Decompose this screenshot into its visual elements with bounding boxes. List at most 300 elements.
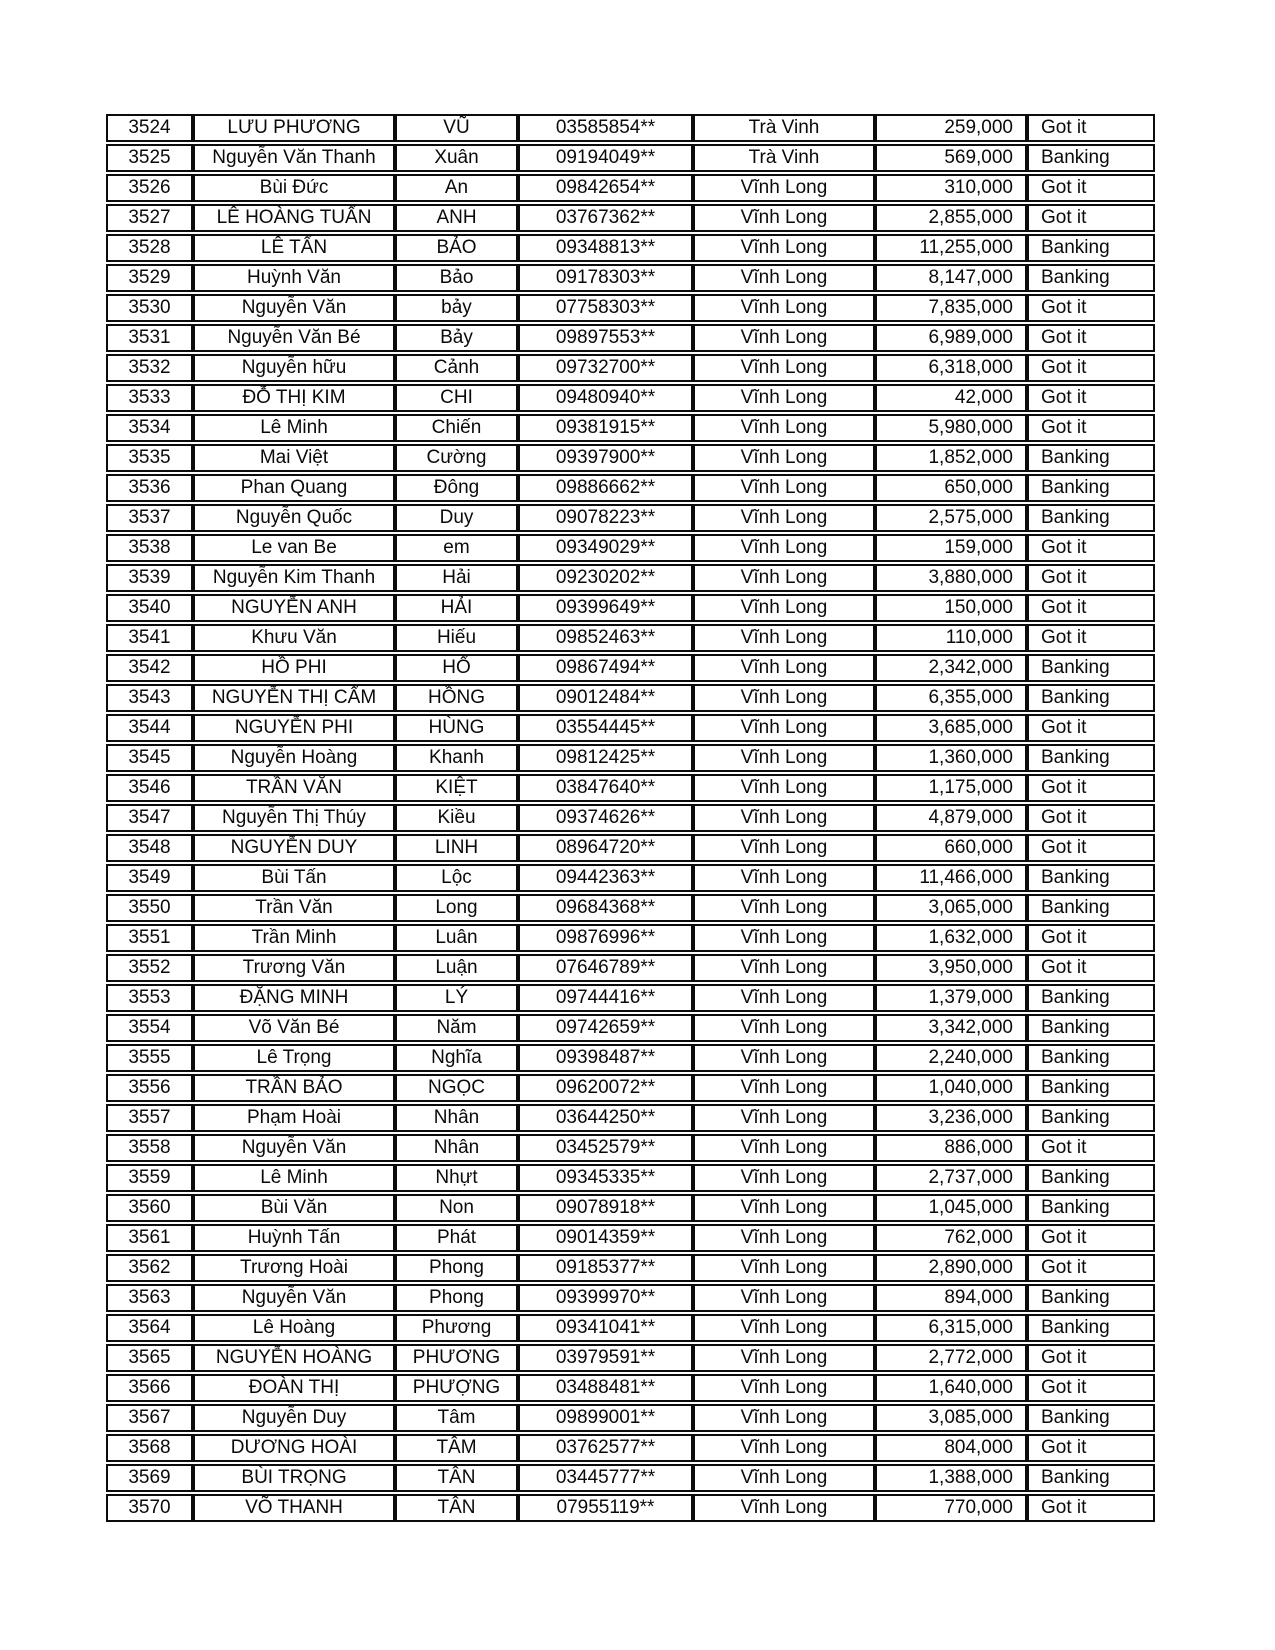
- cell-amount: 660,000: [875, 834, 1027, 862]
- cell-amount: 1,379,000: [875, 984, 1027, 1012]
- cell-amount: 8,147,000: [875, 264, 1027, 292]
- cell-first-name: LINH: [395, 834, 518, 862]
- table-row: [106, 384, 1155, 412]
- cell-id: 3539: [106, 564, 193, 592]
- cell-id: 3554: [106, 1014, 193, 1042]
- table-row: [106, 954, 1155, 982]
- cell-amount: 1,045,000: [875, 1194, 1027, 1222]
- table-row: [106, 1194, 1155, 1222]
- cell-id: 3535: [106, 444, 193, 472]
- cell-status: Got it: [1027, 1254, 1155, 1282]
- cell-province: Vĩnh Long: [693, 1164, 875, 1192]
- cell-phone: 07955119**: [518, 1494, 693, 1522]
- cell-name: ĐẶNG MINH: [193, 984, 395, 1012]
- cell-province: Vĩnh Long: [693, 864, 875, 892]
- cell-name: Nguyễn Kim Thanh: [193, 564, 395, 592]
- cell-phone: 09744416**: [518, 984, 693, 1012]
- cell-name: Bùi Tấn: [193, 864, 395, 892]
- cell-amount: 3,236,000: [875, 1104, 1027, 1132]
- table-row: [106, 624, 1155, 652]
- cell-province: Vĩnh Long: [693, 1044, 875, 1072]
- cell-name: NGUYỄN THỊ CẨM: [193, 684, 395, 712]
- cell-province: Vĩnh Long: [693, 1404, 875, 1432]
- cell-first-name: Hiếu: [395, 624, 518, 652]
- cell-province: Vĩnh Long: [693, 984, 875, 1012]
- cell-province: Vĩnh Long: [693, 1194, 875, 1222]
- table-row: [106, 1434, 1155, 1462]
- cell-phone: 09178303**: [518, 264, 693, 292]
- cell-province: Vĩnh Long: [693, 1314, 875, 1342]
- cell-province: Vĩnh Long: [693, 1254, 875, 1282]
- cell-province: Vĩnh Long: [693, 534, 875, 562]
- cell-amount: 3,342,000: [875, 1014, 1027, 1042]
- table-row: [106, 1074, 1155, 1102]
- cell-phone: 09374626**: [518, 804, 693, 832]
- cell-name: Nguyễn Văn Thanh: [193, 144, 395, 172]
- cell-phone: 09732700**: [518, 354, 693, 382]
- cell-status: Got it: [1027, 714, 1155, 742]
- cell-status: Got it: [1027, 564, 1155, 592]
- cell-name: Huỳnh Tấn: [193, 1224, 395, 1252]
- cell-province: Vĩnh Long: [693, 924, 875, 952]
- table-row: [106, 534, 1155, 562]
- cell-first-name: TÂM: [395, 1434, 518, 1462]
- cell-amount: 3,880,000: [875, 564, 1027, 592]
- cell-first-name: Cường: [395, 444, 518, 472]
- table-row: [106, 714, 1155, 742]
- cell-name: Võ Văn Bé: [193, 1014, 395, 1042]
- cell-status: Got it: [1027, 774, 1155, 802]
- cell-province: Trà Vinh: [693, 114, 875, 142]
- cell-id: 3560: [106, 1194, 193, 1222]
- table-row: [106, 1104, 1155, 1132]
- cell-status: Banking: [1027, 474, 1155, 502]
- cell-phone: 03767362**: [518, 204, 693, 232]
- cell-status: Got it: [1027, 1434, 1155, 1462]
- cell-province: Vĩnh Long: [693, 1104, 875, 1132]
- cell-status: Got it: [1027, 954, 1155, 982]
- cell-phone: 09876996**: [518, 924, 693, 952]
- cell-name: LÊ HOÀNG TUẤN: [193, 204, 395, 232]
- table-row: [106, 1014, 1155, 1042]
- table-row: [106, 324, 1155, 352]
- table-row: [106, 594, 1155, 622]
- cell-amount: 11,255,000: [875, 234, 1027, 262]
- cell-id: 3564: [106, 1314, 193, 1342]
- table-row: [106, 864, 1155, 892]
- cell-id: 3561: [106, 1224, 193, 1252]
- cell-amount: 7,835,000: [875, 294, 1027, 322]
- cell-status: Got it: [1027, 384, 1155, 412]
- cell-phone: 09341041**: [518, 1314, 693, 1342]
- cell-name: Nguyễn Thị Thúy: [193, 804, 395, 832]
- cell-first-name: An: [395, 174, 518, 202]
- table-row: [106, 654, 1155, 682]
- cell-province: Vĩnh Long: [693, 954, 875, 982]
- table-row: [106, 684, 1155, 712]
- cell-province: Vĩnh Long: [693, 414, 875, 442]
- cell-amount: 6,355,000: [875, 684, 1027, 712]
- cell-first-name: Phương: [395, 1314, 518, 1342]
- cell-name: Huỳnh Văn: [193, 264, 395, 292]
- cell-province: Vĩnh Long: [693, 204, 875, 232]
- cell-phone: 09480940**: [518, 384, 693, 412]
- cell-province: Vĩnh Long: [693, 774, 875, 802]
- cell-id: 3545: [106, 744, 193, 772]
- cell-province: Vĩnh Long: [693, 234, 875, 262]
- cell-status: Banking: [1027, 684, 1155, 712]
- cell-province: Vĩnh Long: [693, 684, 875, 712]
- table-row: [106, 1344, 1155, 1372]
- cell-status: Banking: [1027, 984, 1155, 1012]
- cell-amount: 6,318,000: [875, 354, 1027, 382]
- cell-amount: 259,000: [875, 114, 1027, 142]
- cell-name: Lê Minh: [193, 414, 395, 442]
- cell-amount: 1,632,000: [875, 924, 1027, 952]
- cell-first-name: Nhân: [395, 1134, 518, 1162]
- cell-first-name: Lộc: [395, 864, 518, 892]
- cell-province: Vĩnh Long: [693, 654, 875, 682]
- table-row: [106, 1164, 1155, 1192]
- cell-amount: 2,855,000: [875, 204, 1027, 232]
- table-row: [106, 264, 1155, 292]
- cell-phone: 03762577**: [518, 1434, 693, 1462]
- cell-phone: 03554445**: [518, 714, 693, 742]
- cell-status: Banking: [1027, 894, 1155, 922]
- cell-status: Got it: [1027, 1374, 1155, 1402]
- cell-province: Vĩnh Long: [693, 1224, 875, 1252]
- cell-amount: 2,342,000: [875, 654, 1027, 682]
- cell-status: Banking: [1027, 1014, 1155, 1042]
- cell-phone: 09012484**: [518, 684, 693, 712]
- cell-first-name: Đông: [395, 474, 518, 502]
- cell-first-name: NGỌC: [395, 1074, 518, 1102]
- cell-amount: 804,000: [875, 1434, 1027, 1462]
- cell-province: Vĩnh Long: [693, 354, 875, 382]
- table-row: [106, 234, 1155, 262]
- table-row: [106, 1404, 1155, 1432]
- cell-phone: 09014359**: [518, 1224, 693, 1252]
- cell-amount: 11,466,000: [875, 864, 1027, 892]
- recipient-table-body: [106, 114, 1155, 1522]
- cell-name: NGUYỄN PHI: [193, 714, 395, 742]
- cell-phone: 03979591**: [518, 1344, 693, 1372]
- cell-first-name: Chiến: [395, 414, 518, 442]
- cell-first-name: TÂN: [395, 1494, 518, 1522]
- cell-status: Banking: [1027, 1074, 1155, 1102]
- cell-status: Banking: [1027, 1314, 1155, 1342]
- cell-status: Banking: [1027, 144, 1155, 172]
- cell-id: 3549: [106, 864, 193, 892]
- cell-status: Got it: [1027, 354, 1155, 382]
- cell-amount: 5,980,000: [875, 414, 1027, 442]
- cell-amount: 6,989,000: [875, 324, 1027, 352]
- cell-phone: 07646789**: [518, 954, 693, 982]
- cell-status: Banking: [1027, 1404, 1155, 1432]
- cell-phone: 03585854**: [518, 114, 693, 142]
- cell-amount: 650,000: [875, 474, 1027, 502]
- cell-id: 3536: [106, 474, 193, 502]
- cell-amount: 762,000: [875, 1224, 1027, 1252]
- cell-first-name: CHI: [395, 384, 518, 412]
- cell-first-name: HỒNG: [395, 684, 518, 712]
- cell-status: Got it: [1027, 414, 1155, 442]
- cell-amount: 886,000: [875, 1134, 1027, 1162]
- cell-first-name: HỔ: [395, 654, 518, 682]
- cell-status: Got it: [1027, 534, 1155, 562]
- table-row: [106, 1284, 1155, 1312]
- cell-status: Got it: [1027, 324, 1155, 352]
- cell-amount: 2,890,000: [875, 1254, 1027, 1282]
- cell-phone: 09194049**: [518, 144, 693, 172]
- cell-province: Vĩnh Long: [693, 174, 875, 202]
- cell-name: LÊ TẤN: [193, 234, 395, 262]
- cell-first-name: HẢI: [395, 594, 518, 622]
- cell-phone: 09078918**: [518, 1194, 693, 1222]
- cell-id: 3552: [106, 954, 193, 982]
- cell-first-name: Luân: [395, 924, 518, 952]
- cell-id: 3569: [106, 1464, 193, 1492]
- cell-status: Got it: [1027, 294, 1155, 322]
- cell-name: Phạm Hoài: [193, 1104, 395, 1132]
- cell-id: 3548: [106, 834, 193, 862]
- cell-amount: 2,772,000: [875, 1344, 1027, 1372]
- cell-phone: 09620072**: [518, 1074, 693, 1102]
- cell-province: Vĩnh Long: [693, 324, 875, 352]
- table-row: [106, 1494, 1155, 1522]
- cell-id: 3567: [106, 1404, 193, 1432]
- cell-name: HỒ PHI: [193, 654, 395, 682]
- cell-province: Vĩnh Long: [693, 474, 875, 502]
- cell-status: Got it: [1027, 834, 1155, 862]
- cell-province: Vĩnh Long: [693, 1074, 875, 1102]
- cell-name: Bùi Đức: [193, 174, 395, 202]
- cell-first-name: VŨ: [395, 114, 518, 142]
- cell-phone: 08964720**: [518, 834, 693, 862]
- cell-id: 3534: [106, 414, 193, 442]
- cell-amount: 3,685,000: [875, 714, 1027, 742]
- cell-name: Nguyễn Văn: [193, 294, 395, 322]
- cell-first-name: Nghĩa: [395, 1044, 518, 1072]
- cell-status: Banking: [1027, 744, 1155, 772]
- cell-province: Vĩnh Long: [693, 804, 875, 832]
- cell-id: 3530: [106, 294, 193, 322]
- table-row: [106, 294, 1155, 322]
- cell-phone: 03445777**: [518, 1464, 693, 1492]
- cell-status: Got it: [1027, 1134, 1155, 1162]
- cell-name: Nguyễn Văn Bé: [193, 324, 395, 352]
- cell-phone: 09852463**: [518, 624, 693, 652]
- cell-id: 3541: [106, 624, 193, 652]
- cell-id: 3568: [106, 1434, 193, 1462]
- table-row: [106, 894, 1155, 922]
- cell-phone: 03488481**: [518, 1374, 693, 1402]
- cell-phone: 09381915**: [518, 414, 693, 442]
- cell-first-name: Luận: [395, 954, 518, 982]
- cell-phone: 09230202**: [518, 564, 693, 592]
- cell-status: Got it: [1027, 624, 1155, 652]
- table-row: [106, 924, 1155, 952]
- cell-id: 3563: [106, 1284, 193, 1312]
- cell-phone: 09399970**: [518, 1284, 693, 1312]
- table-row: [106, 834, 1155, 862]
- cell-name: Lê Hoàng: [193, 1314, 395, 1342]
- cell-amount: 310,000: [875, 174, 1027, 202]
- table-row: [106, 204, 1155, 232]
- cell-first-name: Năm: [395, 1014, 518, 1042]
- cell-name: DƯƠNG HOÀI: [193, 1434, 395, 1462]
- cell-id: 3543: [106, 684, 193, 712]
- cell-phone: 09812425**: [518, 744, 693, 772]
- cell-name: LƯU PHƯƠNG: [193, 114, 395, 142]
- cell-amount: 770,000: [875, 1494, 1027, 1522]
- cell-status: Got it: [1027, 804, 1155, 832]
- cell-amount: 894,000: [875, 1284, 1027, 1312]
- cell-status: Banking: [1027, 654, 1155, 682]
- cell-amount: 2,240,000: [875, 1044, 1027, 1072]
- cell-province: Vĩnh Long: [693, 1014, 875, 1042]
- cell-first-name: Long: [395, 894, 518, 922]
- cell-phone: 09899001**: [518, 1404, 693, 1432]
- cell-first-name: Cảnh: [395, 354, 518, 382]
- cell-amount: 2,575,000: [875, 504, 1027, 532]
- cell-name: Trương Văn: [193, 954, 395, 982]
- cell-amount: 3,950,000: [875, 954, 1027, 982]
- cell-id: 3531: [106, 324, 193, 352]
- cell-first-name: HÙNG: [395, 714, 518, 742]
- cell-province: Vĩnh Long: [693, 894, 875, 922]
- cell-first-name: Duy: [395, 504, 518, 532]
- cell-province: Vĩnh Long: [693, 1494, 875, 1522]
- recipient-table: [106, 112, 1155, 1524]
- cell-first-name: Hải: [395, 564, 518, 592]
- cell-name: NGUYỄN HOÀNG: [193, 1344, 395, 1372]
- cell-status: Banking: [1027, 1464, 1155, 1492]
- cell-phone: 09842654**: [518, 174, 693, 202]
- cell-status: Got it: [1027, 174, 1155, 202]
- cell-first-name: PHƯƠNG: [395, 1344, 518, 1372]
- cell-id: 3558: [106, 1134, 193, 1162]
- cell-name: Bùi Văn: [193, 1194, 395, 1222]
- cell-id: 3565: [106, 1344, 193, 1372]
- cell-province: Vĩnh Long: [693, 1374, 875, 1402]
- cell-amount: 3,085,000: [875, 1404, 1027, 1432]
- cell-province: Vĩnh Long: [693, 264, 875, 292]
- cell-name: Trần Văn: [193, 894, 395, 922]
- cell-province: Vĩnh Long: [693, 294, 875, 322]
- table-row: [106, 1224, 1155, 1252]
- cell-amount: 2,737,000: [875, 1164, 1027, 1192]
- cell-province: Vĩnh Long: [693, 1134, 875, 1162]
- cell-first-name: Non: [395, 1194, 518, 1222]
- cell-first-name: LÝ: [395, 984, 518, 1012]
- cell-amount: 42,000: [875, 384, 1027, 412]
- cell-phone: 09078223**: [518, 504, 693, 532]
- table-row: [106, 174, 1155, 202]
- cell-phone: 03847640**: [518, 774, 693, 802]
- cell-name: Trương Hoài: [193, 1254, 395, 1282]
- table-row: [106, 444, 1155, 472]
- cell-id: 3544: [106, 714, 193, 742]
- cell-phone: 09886662**: [518, 474, 693, 502]
- cell-name: Khưu Văn: [193, 624, 395, 652]
- table-row: [106, 1464, 1155, 1492]
- cell-amount: 1,360,000: [875, 744, 1027, 772]
- cell-first-name: Kiều: [395, 804, 518, 832]
- cell-id: 3525: [106, 144, 193, 172]
- table-row: [106, 114, 1155, 142]
- table-row: [106, 1134, 1155, 1162]
- cell-first-name: Phát: [395, 1224, 518, 1252]
- cell-amount: 1,175,000: [875, 774, 1027, 802]
- cell-amount: 569,000: [875, 144, 1027, 172]
- cell-id: 3542: [106, 654, 193, 682]
- cell-phone: 09399649**: [518, 594, 693, 622]
- cell-status: Got it: [1027, 924, 1155, 952]
- cell-name: Nguyễn Quốc: [193, 504, 395, 532]
- cell-province: Vĩnh Long: [693, 444, 875, 472]
- cell-status: Banking: [1027, 1284, 1155, 1312]
- table-row: [106, 1044, 1155, 1072]
- cell-name: Phan Quang: [193, 474, 395, 502]
- cell-status: Banking: [1027, 1104, 1155, 1132]
- cell-id: 3538: [106, 534, 193, 562]
- cell-id: 3532: [106, 354, 193, 382]
- cell-id: 3559: [106, 1164, 193, 1192]
- cell-status: Banking: [1027, 444, 1155, 472]
- table-row: [106, 354, 1155, 382]
- cell-province: Vĩnh Long: [693, 564, 875, 592]
- cell-province: Vĩnh Long: [693, 744, 875, 772]
- cell-name: ĐỖ THỊ KIM: [193, 384, 395, 412]
- cell-amount: 159,000: [875, 534, 1027, 562]
- cell-phone: 09398487**: [518, 1044, 693, 1072]
- cell-province: Vĩnh Long: [693, 1344, 875, 1372]
- cell-id: 3566: [106, 1374, 193, 1402]
- cell-phone: 09397900**: [518, 444, 693, 472]
- cell-id: 3528: [106, 234, 193, 262]
- cell-first-name: Tâm: [395, 1404, 518, 1432]
- table-row: [106, 744, 1155, 772]
- cell-province: Vĩnh Long: [693, 384, 875, 412]
- cell-name: ĐOÀN THỊ: [193, 1374, 395, 1402]
- cell-phone: 09185377**: [518, 1254, 693, 1282]
- cell-amount: 6,315,000: [875, 1314, 1027, 1342]
- cell-amount: 1,640,000: [875, 1374, 1027, 1402]
- cell-id: 3551: [106, 924, 193, 952]
- cell-status: Got it: [1027, 204, 1155, 232]
- cell-name: VÕ THANH: [193, 1494, 395, 1522]
- cell-name: Mai Việt: [193, 444, 395, 472]
- cell-amount: 1,388,000: [875, 1464, 1027, 1492]
- cell-phone: 09442363**: [518, 864, 693, 892]
- cell-name: Nguyễn Văn: [193, 1134, 395, 1162]
- cell-name: Le van Be: [193, 534, 395, 562]
- cell-name: TRẦN BẢO: [193, 1074, 395, 1102]
- cell-province: Vĩnh Long: [693, 594, 875, 622]
- cell-province: Trà Vinh: [693, 144, 875, 172]
- cell-status: Got it: [1027, 1344, 1155, 1372]
- cell-phone: 09345335**: [518, 1164, 693, 1192]
- cell-name: TRẦN VĂN: [193, 774, 395, 802]
- cell-id: 3547: [106, 804, 193, 832]
- cell-first-name: TÂN: [395, 1464, 518, 1492]
- cell-first-name: Nhựt: [395, 1164, 518, 1192]
- cell-first-name: Xuân: [395, 144, 518, 172]
- cell-status: Banking: [1027, 264, 1155, 292]
- table-row: [106, 804, 1155, 832]
- table-row: [106, 1254, 1155, 1282]
